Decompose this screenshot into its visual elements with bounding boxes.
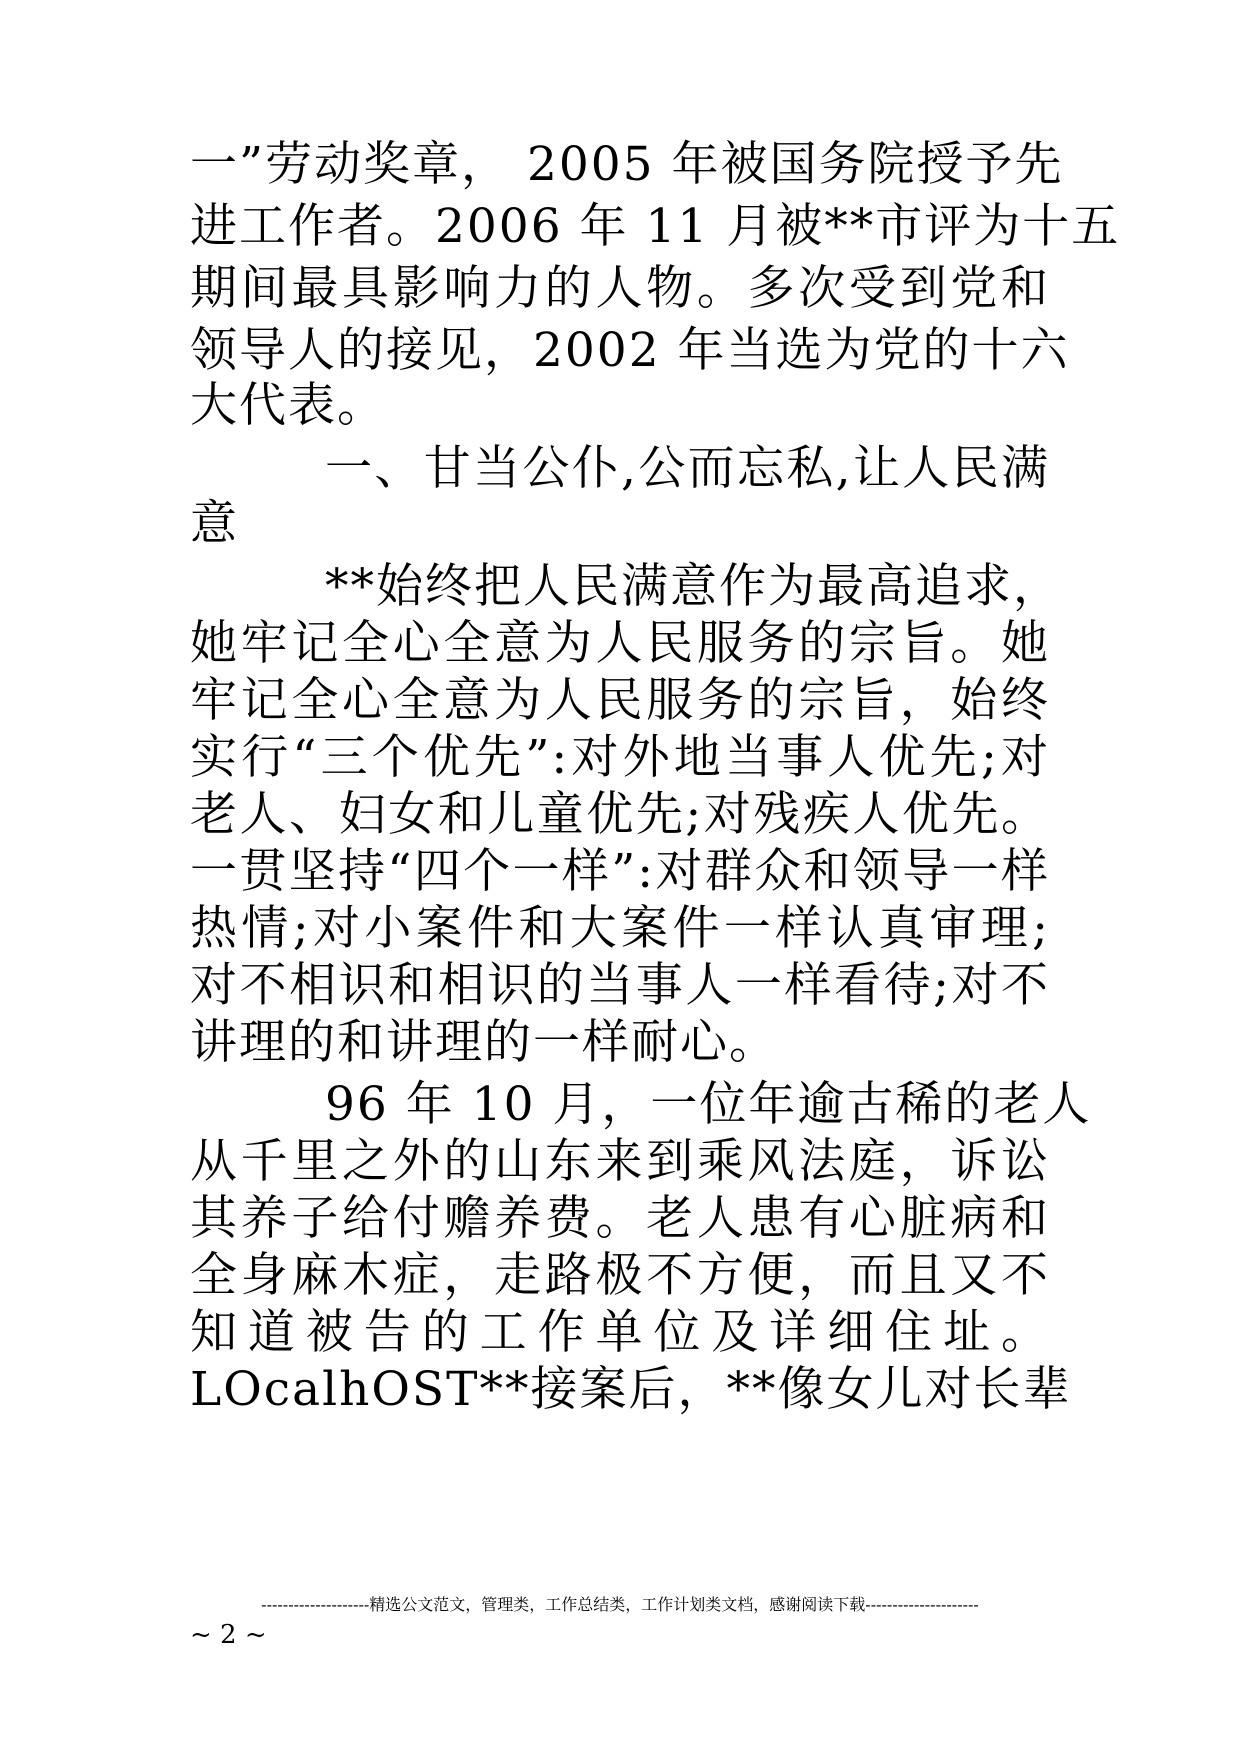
body-line: 她牢记全心全意为人民服务的宗旨。她 (190, 616, 1050, 671)
body-line: 实行“三个优先”:对外地当事人优先;对 (190, 730, 1050, 785)
body-line: 96 年 10 月，一位年逾古稀的老人 (325, 1077, 1092, 1132)
body-line: 知道被告的工作单位及详细住址。 (190, 1305, 1050, 1360)
body-line: 其养子给付赡养费。老人患有心脏病和 (190, 1191, 1050, 1246)
page-number: ~ 2 ~ (190, 1620, 267, 1650)
body-line: 牢记全心全意为人民服务的宗旨，始终 (190, 673, 1050, 728)
body-line: 对不相识和相识的当事人一样看待;对不 (190, 958, 1050, 1013)
body-line: 进工作者。2006 年 11 月被**市评为十五 (190, 199, 1121, 254)
body-line: 从千里之外的山东来到乘风法庭，诉讼 (190, 1134, 1050, 1189)
body-line: 老人、妇女和儿童优先;对残疾人优先。 (190, 787, 1050, 842)
body-line: 全身麻木症，走路极不方便，而且又不 (190, 1248, 1050, 1303)
body-line: 领导人的接见，2002 年当选为党的十六 (190, 323, 1070, 378)
section-heading-continued: 意 (190, 496, 239, 551)
body-line: 期间最具影响力的人物。多次受到党和 (190, 261, 1050, 316)
footer-note: --------------------精选公文范文，管理类，工作总结类，工作计划类文档，感谢阅读下载--------------------- (261, 1595, 979, 1614)
body-line: 一”劳动奖章， 2005 年被国务院授予先 (190, 137, 1064, 192)
body-line: 大代表。 (190, 378, 386, 433)
body-line: LOcalhOST**接案后，**像女儿对长辈 (190, 1362, 1072, 1417)
body-line: **始终把人民满意作为最高追求， (325, 559, 1062, 614)
body-line: 一贯坚持“四个一样”:对群众和领导一样 (190, 844, 1050, 899)
section-heading: 一、甘当公仆,公而忘私,让人民满 (325, 441, 1050, 496)
body-line: 热情;对小案件和大案件一样认真审理; (190, 901, 1050, 956)
body-line: 讲理的和讲理的一样耐心。 (190, 1015, 778, 1070)
